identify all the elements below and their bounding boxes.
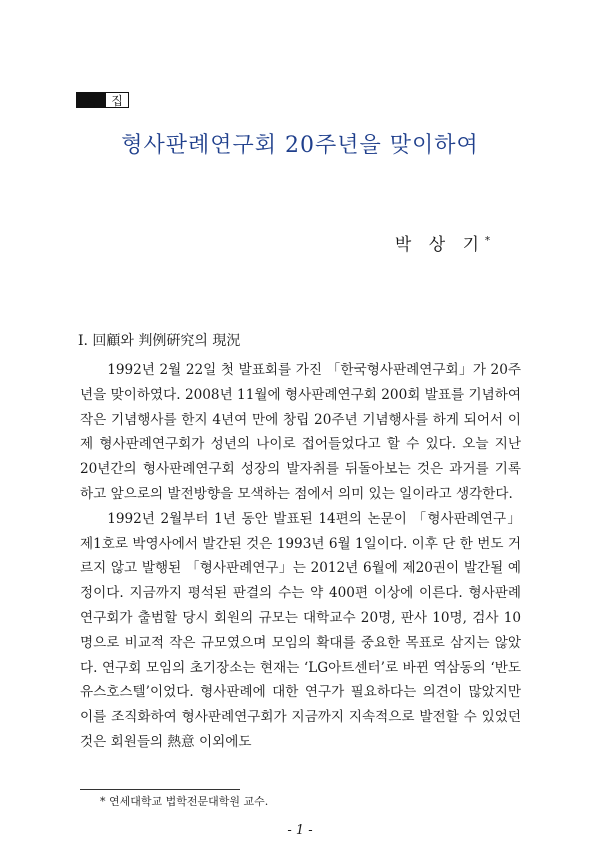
- page-number: - 1 -: [287, 823, 313, 838]
- author-line: [395, 230, 490, 255]
- article-title: 형사판례연구회 20주년을 맞이하여: [121, 133, 479, 158]
- paragraph-1: 1992년 2월 22일 첫 발표회를 가진 「한국형사판례연구회」가 20주년을 맞이하였다. 2008년 11월에 형사판례연구회 200회 발표를 기념하여 작은 기념행사를 한지 4년여 만에 창립 20주년 기념행사를 하게 되어서 이제 형사판례연구회가 성년의 나이로 접어들었다고 할 수 있다. 오늘 지난 20년간의 형사판례연구회 성장의 발자취를 뒤돌아보는 것은 과거를 기록하고 앞으로의 발전방향을 모색하는 점에서 의미 있는 일이라고 생각한다.: [80, 362, 521, 502]
- body-text: [80, 358, 521, 755]
- badge-label-2: 집: [106, 92, 129, 108]
- footnote-divider: [80, 789, 240, 790]
- section-heading: Ⅰ. 回顧와 判例硏究의 現況: [78, 333, 241, 349]
- paragraph-2: 1992년 2월부터 1년 동안 발표된 14편의 논문이 「형사판례연구」 제1호로 박영사에서 발간된 것은 1993년 6월 1일이다. 이후 단 한 번도 거르지 않고 발행된 「형사판례연구」는 2012년 6월에 제20권이 발간될 예정이다. 지금까지 평석된 판결의 수는 약 400편 이상에 이른다. 형사판례연구회가 출범할 당시 회원의 규모는 대학교수 20명, 판사 10명, 검사 10명으로 비교적 작은 규모였으며 모임의 확대를 중요한 목표로 삼지는 않았다. 연구회 모임의 초기장소는 현재는 ‘LG아트센터’로 바뀐 역삼동의 ‘반도 유스호스텔’이었다. 형사판례에 대한 연구가 필요하다는 의견이 많았지만 이를 조직화하여 형사판례연구회가 지금까지 지속적으로 발전할 수 있었던 것은 회원들의 熱意 이외에도: [80, 510, 521, 750]
- badge-label-1: 특: [76, 92, 106, 108]
- author-footnote-mark: *: [485, 235, 490, 247]
- footnote: * 연세대학교 법학전문대학원 교수.: [100, 795, 269, 808]
- feature-badge: [76, 92, 129, 108]
- author-name: 박 상 기: [394, 235, 485, 255]
